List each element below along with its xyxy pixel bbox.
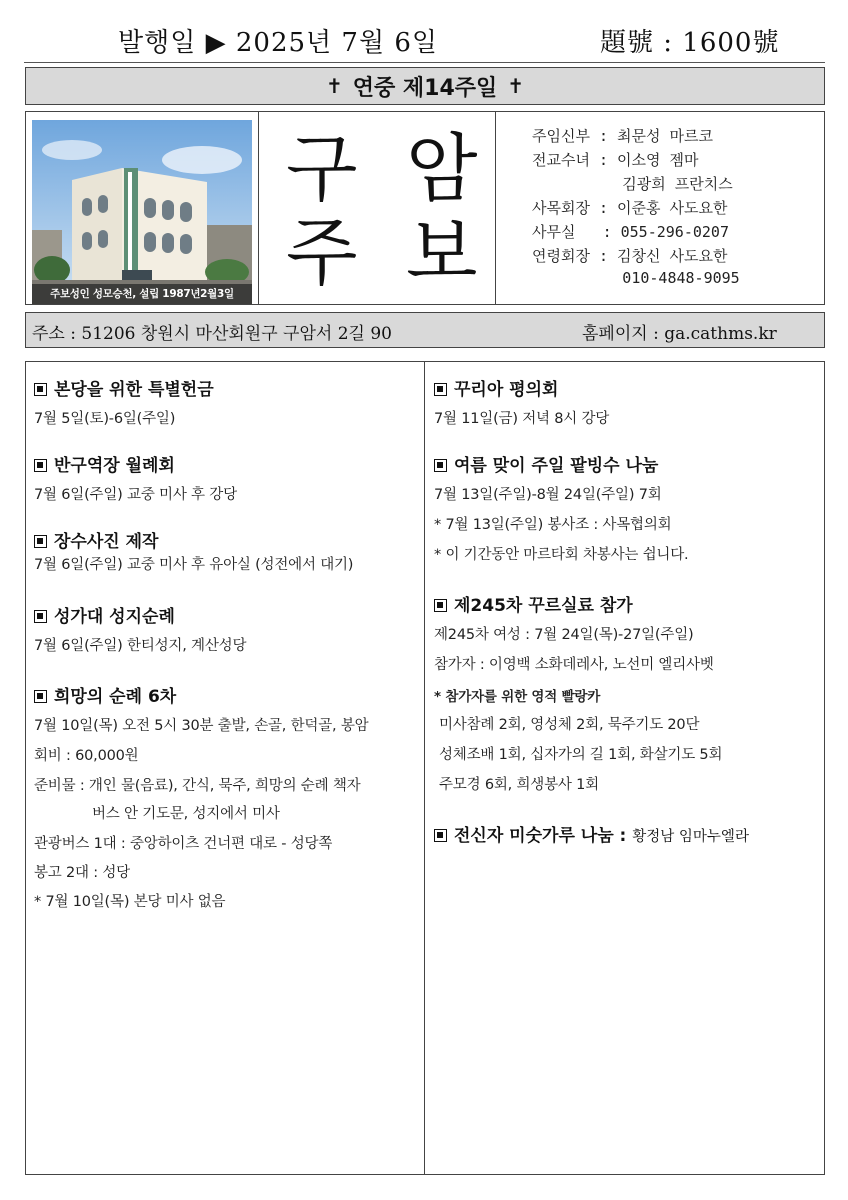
section-title: 희망의 순례 6차	[34, 682, 176, 707]
section-title: 본당을 위한 특별헌금	[34, 375, 214, 400]
cross-icon: ✝	[507, 74, 525, 98]
section-line: 버스 안 기도문, 성지에서 미사	[92, 806, 280, 822]
staff-line: 사무실 : 055-296-0207	[532, 223, 729, 241]
section-inline-text: 황정남 임마누엘라	[632, 829, 749, 845]
section-title: 장수사진 제작	[34, 527, 158, 552]
bullet-box-icon	[434, 383, 447, 396]
section-title: 꾸리아 평의회	[434, 375, 558, 400]
section-line: 7월 6일(주일) 한티성지, 계산성당	[34, 638, 247, 654]
staff-line: 연령회장 : 김창신 사도요한	[532, 247, 728, 265]
section-line: 7월 13일(주일)-8월 24일(주일) 7회	[434, 487, 662, 503]
bullet-box-icon	[434, 829, 447, 842]
photo-caption: 주보성인 성모승천, 설립 1987년2월3일	[32, 284, 252, 304]
staff-list	[495, 112, 824, 304]
section-line: * 이 기간동안 마르타회 차봉사는 쉽니다.	[434, 547, 689, 563]
section-title: 제245차 꾸르실료 참가	[434, 591, 633, 616]
masthead	[25, 111, 825, 305]
section-line: 7월 6일(주일) 교중 미사 후 유아실 (성전에서 대기)	[34, 557, 354, 573]
column-divider	[424, 362, 425, 1174]
bullet-box-icon	[34, 535, 47, 548]
photo-cell	[26, 112, 259, 304]
church-photo	[32, 120, 252, 304]
bullet-box-icon	[434, 599, 447, 612]
staff-line: 전교수녀 : 이소영 젬마	[532, 151, 699, 169]
title-char: 암	[406, 126, 478, 212]
section-line: 관광버스 1대 : 중앙하이츠 건너편 대로 - 성당쪽	[34, 836, 333, 852]
section-title: 반구역장 월례회	[34, 451, 175, 476]
liturgical-day-title: 연중 제14주일	[352, 75, 498, 101]
section-title: 전신자 미숫가루 나눔 : 황정남 임마누엘라	[434, 821, 749, 846]
staff-line: 사목회장 : 이준홍 사도요한	[532, 199, 728, 217]
bullet-box-icon	[34, 610, 47, 623]
header-divider	[24, 62, 825, 63]
staff-line: 김광희 프란치스	[532, 175, 733, 193]
staff-line: 010-4848-9095	[532, 269, 740, 287]
section-line: 제245차 여성 : 7월 24일(목)-27일(주일)	[434, 627, 694, 643]
bullet-box-icon	[34, 690, 47, 703]
section-line: 회비 : 60,000원	[34, 748, 139, 764]
section-line: 참가자 : 이영백 소화데레사, 노선미 엘리사벳	[434, 657, 714, 673]
church-address: 주소 : 51206 창원시 마산회원구 구암서 2길 90	[32, 324, 392, 344]
issue-number: 題號 : 1600號	[600, 28, 780, 58]
section-line: 성체조배 1회, 십자가의 길 1회, 화살기도 5회	[439, 747, 723, 763]
bullet-box-icon	[34, 459, 47, 472]
title-char: 보	[406, 210, 478, 296]
title-char: 주	[286, 210, 358, 296]
church-building-illustration	[32, 120, 252, 304]
section-line: 주모경 6회, 희생봉사 1회	[439, 777, 599, 793]
announcements	[25, 361, 825, 1175]
liturgical-day-banner	[25, 67, 825, 105]
issue-date: 발행일 ▶ 2025년 7월 6일	[118, 28, 439, 58]
section-line: 7월 10일(목) 오전 5시 30분 출발, 손골, 한덕골, 봉암	[34, 718, 369, 734]
section-line: 7월 11일(금) 저녁 8시 강당	[434, 411, 610, 427]
section-title: 성가대 성지순례	[34, 602, 175, 627]
newsletter-title	[258, 112, 496, 304]
section-line: 준비물 : 개인 물(음료), 간식, 묵주, 희망의 순례 책자	[34, 778, 361, 794]
section-title: 여름 맞이 주일 팥빙수 나눔	[434, 451, 658, 476]
section-line: * 참가자를 위한 영적 빨랑카	[434, 689, 601, 705]
section-line: * 7월 10일(목) 본당 미사 없음	[34, 894, 226, 910]
section-line: 봉고 2대 : 성당	[34, 865, 130, 881]
section-line: * 7월 13일(주일) 봉사조 : 사목협의회	[434, 517, 672, 533]
staff-line: 주임신부 : 최문성 마르코	[532, 127, 714, 145]
section-line: 7월 6일(주일) 교중 미사 후 강당	[34, 487, 237, 503]
address-bar	[25, 312, 825, 348]
section-line: 7월 5일(토)-6일(주일)	[34, 411, 176, 427]
bullet-box-icon	[434, 459, 447, 472]
title-char: 구	[286, 126, 358, 212]
cross-icon: ✝	[325, 74, 343, 98]
bullet-box-icon	[34, 383, 47, 396]
homepage-link[interactable]: 홈페이지 : ga.cathms.kr	[582, 324, 777, 344]
section-line: 미사참례 2회, 영성체 2회, 묵주기도 20단	[439, 717, 700, 733]
